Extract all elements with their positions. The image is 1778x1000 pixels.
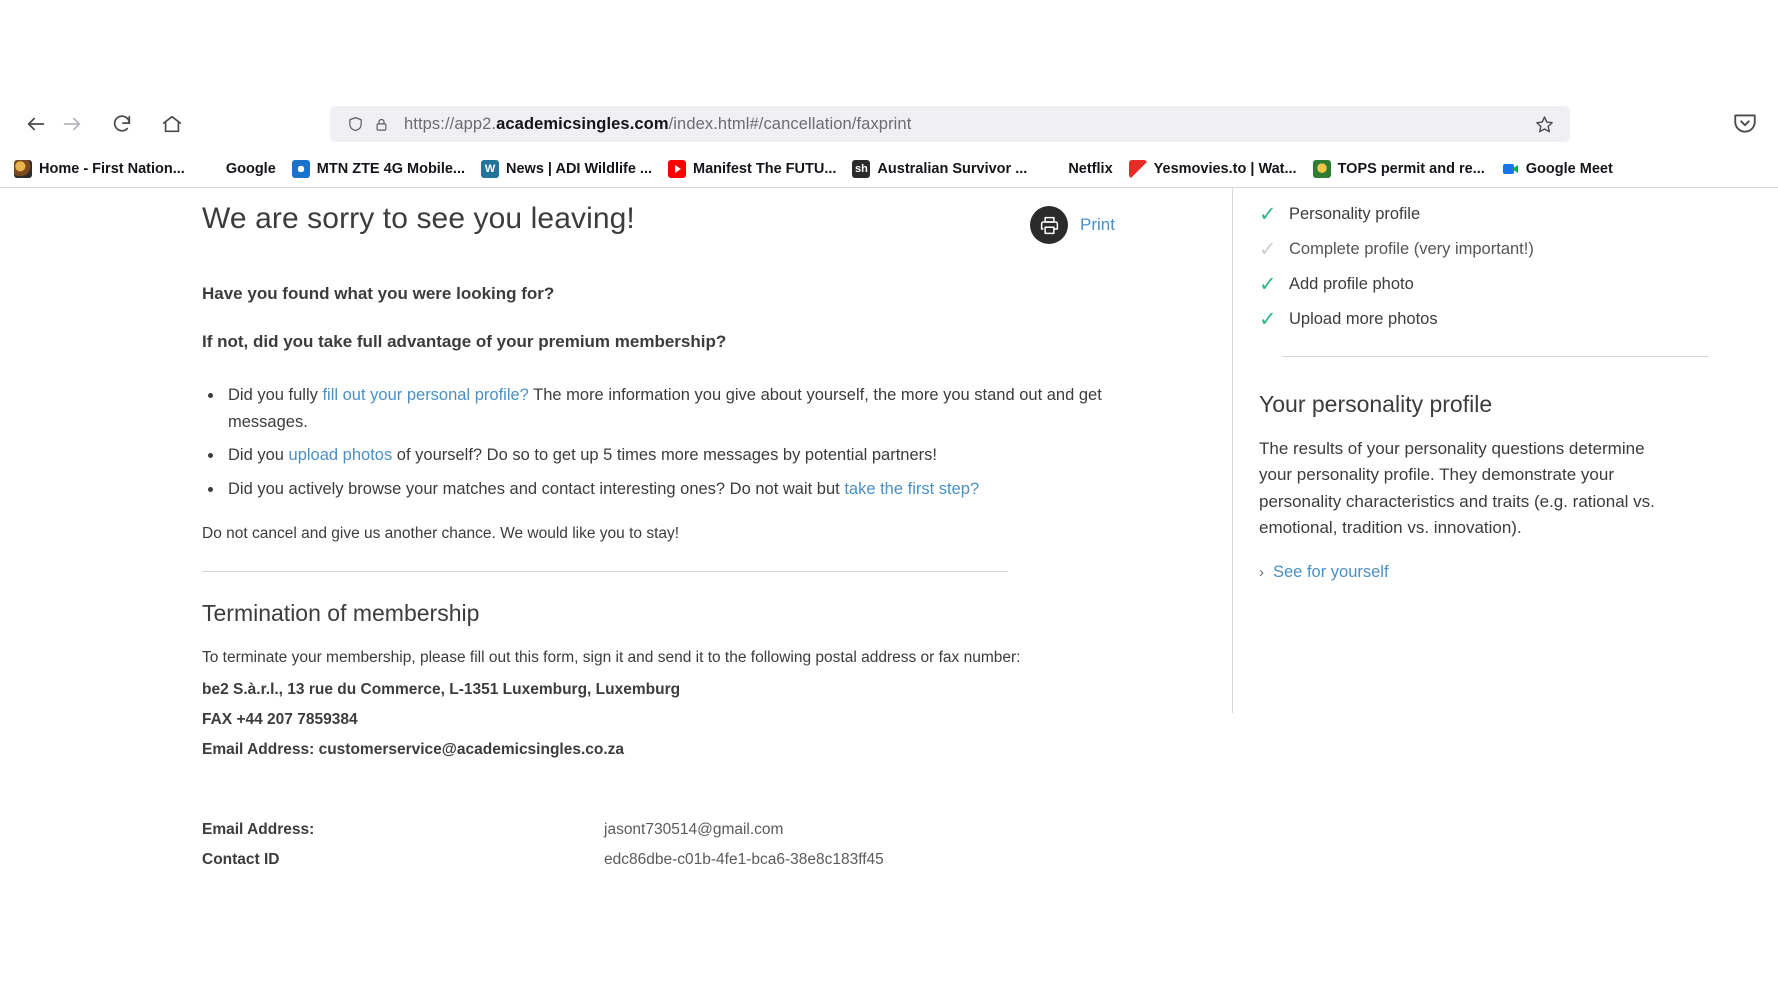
fax-number: FAX +44 207 7859384 — [202, 710, 358, 728]
question-premium-advantage: If not, did you take full advantage of your premium membership? — [202, 332, 727, 351]
advantage-bullet-list — [202, 382, 1114, 503]
url-text[interactable] — [404, 115, 1530, 134]
bookmark-label: Yesmovies.to | Wat... — [1153, 160, 1297, 177]
check-icon: ✓ — [1259, 308, 1277, 331]
bookmark-item[interactable] — [1121, 154, 1305, 184]
bookmark-label: TOPS permit and re... — [1337, 160, 1485, 177]
print-label: Print — [1080, 215, 1115, 234]
print-button[interactable] — [1030, 206, 1115, 244]
bullet-2-pre: Did you — [228, 446, 289, 465]
main-column — [202, 188, 1114, 869]
yesmovies-favicon-icon — [1129, 160, 1147, 178]
bookmarks-bar — [0, 150, 1778, 188]
google-favicon-icon: G — [201, 160, 219, 178]
list-item — [224, 442, 1114, 469]
see-for-yourself-link[interactable] — [1259, 563, 1732, 582]
checklist-label: Upload more photos — [1289, 310, 1438, 328]
google-meet-favicon-icon — [1501, 160, 1519, 178]
page-content — [0, 188, 1778, 1000]
tops-favicon-icon — [1313, 160, 1331, 178]
youtube-favicon-icon — [668, 160, 686, 178]
section-divider — [202, 571, 1008, 572]
checklist-item-personality-profile[interactable] — [1259, 204, 1732, 225]
check-icon: ✓ — [1259, 273, 1277, 296]
sidebar — [1232, 188, 1732, 713]
upload-photos-link[interactable]: upload photos — [288, 446, 393, 465]
browser-chrome — [0, 98, 1778, 188]
check-icon: ✓ — [1259, 203, 1277, 226]
survivor-favicon-icon: sh — [852, 160, 870, 178]
bookmark-item[interactable] — [660, 154, 844, 184]
url-prefix: https://app2. — [404, 114, 497, 133]
back-arrow-icon[interactable] — [18, 106, 54, 142]
page-title: We are sorry to see you leaving! — [202, 202, 635, 235]
detail-value: jasont730514@gmail.com — [604, 820, 784, 838]
browser-toolbar — [0, 98, 1778, 150]
printer-icon — [1030, 206, 1068, 244]
see-for-yourself-label: See for yourself — [1273, 563, 1389, 582]
netflix-favicon-icon: N — [1043, 160, 1061, 178]
bullet-3-pre: Did you actively browse your matches and contact interesting ones? Do not wait but — [228, 479, 845, 498]
checklist-label: Add profile photo — [1289, 275, 1414, 293]
bookmark-item[interactable] — [193, 154, 284, 184]
bookmark-label: Google Meet — [1525, 160, 1613, 177]
bullet-2-post: of yourself? Do so to get up 5 times more messages by potential partners! — [392, 446, 937, 465]
bookmark-item[interactable] — [473, 154, 660, 184]
bullet-1-post: The more information you give about yourself, the more you stand out and get messages. — [228, 386, 1102, 432]
list-item — [224, 476, 1114, 503]
bookmark-label: Manifest The FUTU... — [693, 160, 837, 177]
bookmark-item[interactable] — [284, 154, 473, 184]
detail-key: Email Address: — [202, 820, 315, 838]
content-wrapper — [0, 188, 1778, 869]
firstnation-favicon-icon — [14, 160, 32, 178]
company-address: be2 S.à.r.l., 13 rue du Commerce, L-1351 Luxemburg, Luxemburg — [202, 680, 681, 698]
support-email: Email Address: customerservice@academicsingles.co.za — [202, 740, 625, 758]
bookmark-label: Google — [225, 160, 276, 177]
url-path: /index.html#/cancellation/faxprint — [668, 114, 912, 133]
forward-arrow-icon[interactable] — [54, 106, 90, 142]
sidebar-divider — [1283, 356, 1708, 357]
reload-icon[interactable] — [104, 106, 140, 142]
closing-message: Do not cancel and give us another chance. We would like you to stay! — [202, 524, 680, 542]
home-icon[interactable] — [154, 106, 190, 142]
bookmark-label: Netflix — [1068, 160, 1113, 177]
mtn-favicon-icon — [292, 160, 310, 178]
account-details — [202, 821, 1114, 869]
checklist-label: Complete profile (very important!) — [1289, 240, 1534, 258]
bookmark-label: MTN ZTE 4G Mobile... — [316, 160, 466, 177]
detail-key: Contact ID — [202, 850, 280, 868]
lock-icon[interactable] — [368, 111, 394, 137]
bookmark-label: News | ADI Wildlife ... — [506, 160, 653, 177]
personality-panel-text: The results of your personality questions determine your personality profile. They demonstrate your personality characteristics and traits (e.g. rational vs. emotional, tradition vs. innovation). — [1259, 439, 1655, 538]
shield-icon[interactable] — [342, 111, 368, 137]
wordpress-favicon-icon: W — [481, 160, 499, 178]
checklist-label: Personality profile — [1289, 205, 1421, 223]
question-found-what-looking-for: Have you found what you were looking for? — [202, 284, 555, 303]
bookmark-item[interactable] — [844, 154, 1035, 184]
bookmark-star-icon[interactable] — [1530, 110, 1558, 138]
checklist-item-add-profile-photo[interactable] — [1259, 274, 1732, 295]
bookmark-item[interactable] — [1035, 154, 1120, 184]
url-host: academicsingles.com — [496, 114, 669, 133]
bookmark-label: Home - First Nation... — [39, 160, 185, 177]
list-item — [224, 382, 1114, 436]
bookmark-item[interactable] — [6, 154, 193, 184]
take-first-step-link[interactable]: take the first step? — [844, 479, 980, 498]
checklist-item-upload-more-photos[interactable] — [1259, 309, 1732, 330]
personality-panel-title: Your personality profile — [1259, 391, 1493, 417]
bullet-1-pre: Did you fully — [228, 386, 323, 404]
termination-instructions: To terminate your membership, please fill out this form, sign it and send it to the following postal address or fax number: — [202, 648, 1021, 666]
chevron-right-icon: › — [1259, 564, 1264, 582]
profile-checklist — [1259, 204, 1732, 330]
pocket-icon[interactable] — [1732, 110, 1760, 138]
address-bar[interactable] — [330, 106, 1570, 142]
bookmark-label: Australian Survivor ... — [877, 160, 1028, 177]
check-icon: ✓ — [1259, 238, 1277, 261]
detail-value: edc86dbe-c01b-4fe1-bca6-38e8c183ff45 — [604, 850, 884, 868]
fill-out-profile-link[interactable]: fill out your personal profile? — [322, 386, 529, 404]
checklist-item-complete-profile[interactable] — [1259, 239, 1732, 260]
bookmark-item[interactable] — [1493, 154, 1621, 184]
termination-heading: Termination of membership — [202, 599, 480, 626]
bookmark-item[interactable] — [1305, 154, 1493, 184]
